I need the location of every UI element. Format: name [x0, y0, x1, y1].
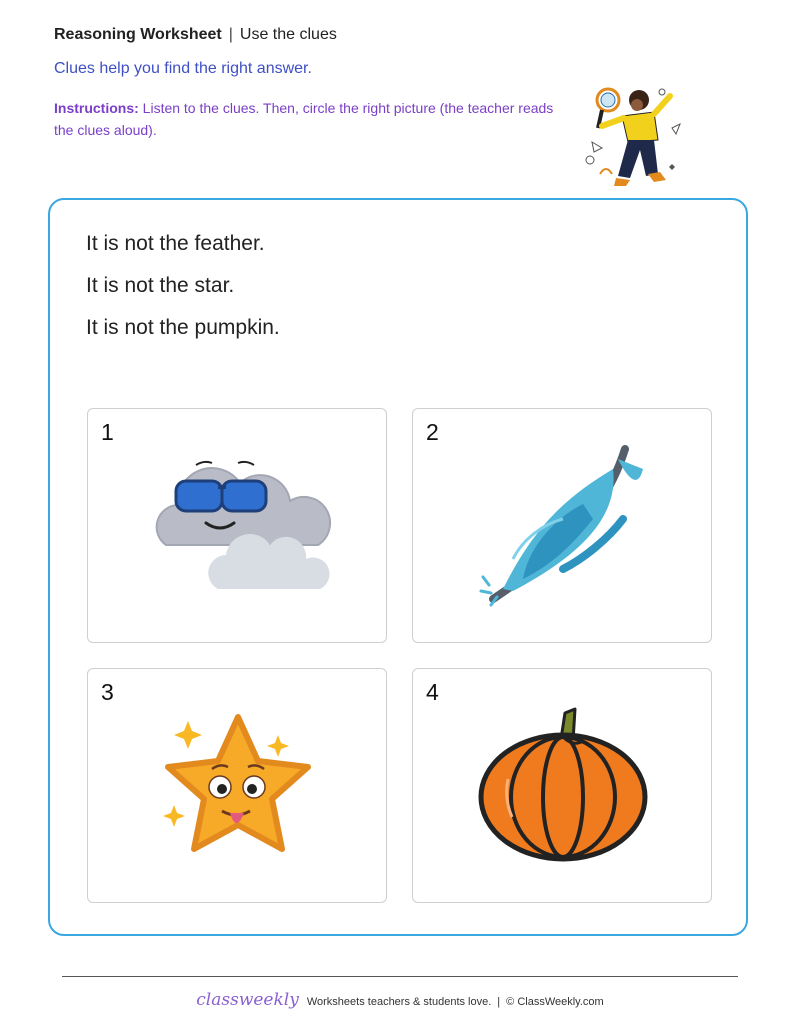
worksheet-title: Reasoning Worksheet — [54, 26, 222, 43]
cloud-with-sunglasses-icon — [88, 409, 388, 644]
footer-separator: | — [497, 996, 501, 1008]
option-number: 2 — [426, 419, 439, 445]
instructions-label: Instructions: — [54, 100, 139, 116]
option-card-1[interactable] — [87, 408, 387, 643]
subtitle: Clues help you find the right answer. — [54, 60, 312, 77]
footer-tagline: Worksheets teachers & students love. — [306, 996, 492, 1008]
option-card-3[interactable] — [87, 668, 387, 903]
feather-icon — [413, 409, 713, 644]
option-number: 3 — [101, 679, 114, 705]
instructions-text: Listen to the clues. Then, circle the right picture (the teacher reads the clues aloud). — [54, 100, 554, 138]
option-card-4[interactable] — [412, 668, 712, 903]
star-face-icon — [88, 669, 388, 904]
pumpkin-icon — [413, 669, 713, 904]
page-title — [54, 26, 337, 44]
option-number: 4 — [426, 679, 439, 705]
instructions — [54, 97, 564, 141]
clue-1: It is not the feather. — [86, 232, 265, 255]
worksheet-topic: Use the clues — [239, 26, 337, 43]
clue-2: It is not the star. — [86, 274, 235, 297]
title-separator: | — [228, 26, 233, 43]
footer-divider — [62, 976, 738, 977]
brand-logo[interactable]: classweekly — [196, 990, 299, 1010]
footer-copyright: © ClassWeekly.com — [506, 996, 604, 1008]
footer — [0, 990, 800, 1010]
detective-kid-illustration — [582, 82, 692, 197]
option-card-2[interactable] — [412, 408, 712, 643]
option-number: 1 — [101, 419, 114, 445]
clue-3: It is not the pumpkin. — [86, 316, 280, 339]
